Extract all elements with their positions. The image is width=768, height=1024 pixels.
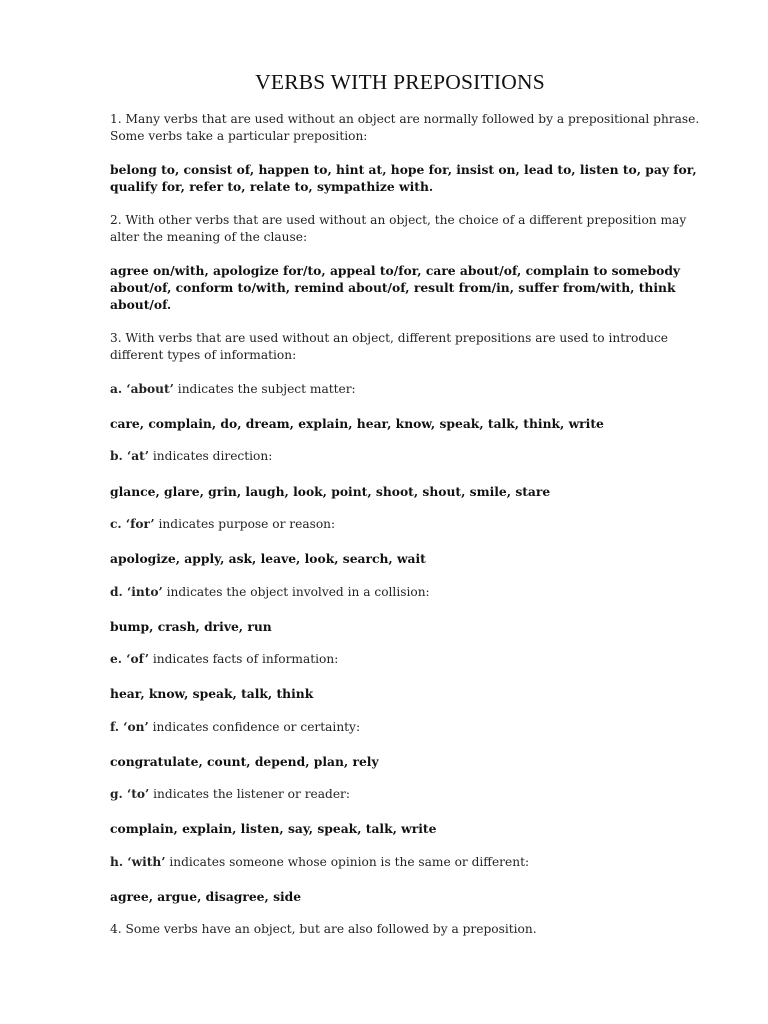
item-c-verb-list: apologize, apply, ask, leave, look, search, wait xyxy=(110,551,426,566)
section-4-text: 4. Some verbs have an object, but are also followed by a preposition. xyxy=(110,922,537,936)
item-b-description: indicates direction: xyxy=(149,449,273,463)
item-b-heading xyxy=(110,448,700,465)
item-d-description: indicates the object involved in a collision: xyxy=(162,585,430,599)
item-b-verb-list: glance, glare, grin, laugh, look, point, shoot, shout, smile, stare xyxy=(110,484,551,499)
item-a-heading xyxy=(110,381,700,398)
item-h-description: indicates someone whose opinion is the same or different: xyxy=(165,855,530,869)
item-h-label: h. ‘with’ xyxy=(110,855,166,869)
item-e-description: indicates facts of information: xyxy=(149,652,339,666)
item-d-label: d. ‘into’ xyxy=(110,585,163,599)
item-e-label: e. ‘of’ xyxy=(110,652,149,666)
item-f-description: indicates confidence or certainty: xyxy=(148,720,361,734)
item-f-heading xyxy=(110,719,700,736)
section-2-text: 2. With other verbs that are used without an object, the choice of a different preposition may alter the meaning of the clause: xyxy=(110,213,687,244)
item-g-heading xyxy=(110,786,700,803)
item-c-heading xyxy=(110,516,700,533)
item-d-heading xyxy=(110,584,700,601)
section-3-text: 3. With verbs that are used without an object, different prepositions are used to introduce different types of information: xyxy=(110,331,669,362)
item-c-description: indicates purpose or reason: xyxy=(154,517,336,531)
item-d-verb-list: bump, crash, drive, run xyxy=(110,619,272,634)
section-1-text: 1. Many verbs that are used without an object are normally followed by a prepositional phrase. Some verbs take a particular preposition: xyxy=(110,112,700,143)
item-c-label: c. ‘for’ xyxy=(110,517,155,531)
item-h-heading xyxy=(110,854,700,871)
item-f-verb-list: congratulate, count, depend, plan, rely xyxy=(110,754,379,769)
item-g-verb-list: complain, explain, listen, say, speak, talk, write xyxy=(110,821,437,836)
item-b-label: b. ‘at’ xyxy=(110,449,150,463)
item-a-verb-list: care, complain, do, dream, explain, hear, know, speak, talk, think, write xyxy=(110,416,604,431)
item-g-label: g. ‘to’ xyxy=(110,787,150,801)
item-f-label: f. ‘on’ xyxy=(110,720,149,734)
item-g-description: indicates the listener or reader: xyxy=(149,787,350,801)
page-title: VERBS WITH PREPOSITIONS xyxy=(255,70,545,94)
item-h-verb-list: agree, argue, disagree, side xyxy=(110,889,302,904)
item-a-label: a. ‘about’ xyxy=(110,382,174,396)
item-e-verb-list: hear, know, speak, talk, think xyxy=(110,686,314,701)
item-a-description: indicates the subject matter: xyxy=(173,382,356,396)
section-2-verb-list: agree on/with, apologize for/to, appeal to/for, care about/of, complain to somebody about/of, conform to/with, remind about/of, result from/in, suffer from/with, think about/of. xyxy=(110,263,681,312)
section-1-verb-list: belong to, consist of, happen to, hint at, hope for, insist on, lead to, listen to, pay for, qualify for, refer to, relate to, sympathize with. xyxy=(110,162,697,194)
item-e-heading xyxy=(110,651,700,668)
